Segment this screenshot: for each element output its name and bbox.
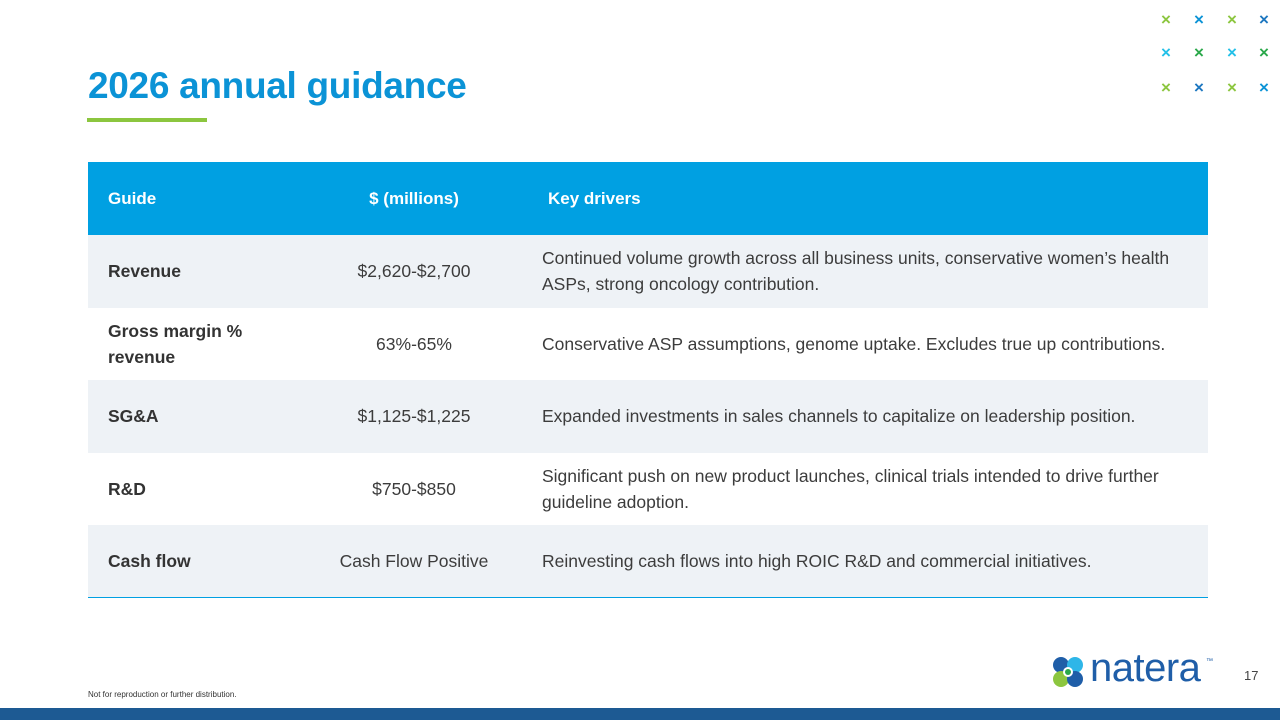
logo-wordmark: natera [1090,646,1201,690]
natera-logo [1048,646,1218,692]
table-row [88,453,1208,526]
row-guide: SG&A [108,406,159,427]
x-mark-icon: × [1161,78,1171,97]
row-guide: R&D [108,478,146,499]
row-value: $2,620-$2,700 [357,261,471,282]
x-mark-icon: × [1194,78,1204,97]
column-header-guide: Guide [108,188,157,208]
row-drivers: Continued volume growth across all business units, conservative women’s health ASPs, strong oncology contribution. [542,248,1170,295]
row-drivers: Reinvesting cash flows into high ROIC R&D and commercial initiatives. [542,551,1092,571]
row-value: $750-$850 [372,478,456,499]
guidance-table [88,162,1208,598]
column-header-value: $ (millions) [369,188,459,208]
page-title: 2026 annual guidance [88,65,467,106]
footer-bar [0,708,1280,720]
table-row [88,308,1208,381]
row-value: Cash Flow Positive [339,551,489,571]
natera-logo-icon [1050,654,1086,690]
row-drivers: Conservative ASP assumptions, genome uptake. Excludes true up contributions. [542,333,1166,354]
x-mark-icon: × [1194,10,1204,29]
x-mark-icon: × [1227,43,1237,62]
x-mark-icon: × [1194,43,1204,62]
row-value: $1,125-$1,225 [357,406,471,427]
row-drivers: Expanded investments in sales channels to capitalize on leadership position. [542,406,1136,427]
row-value: 63%-65% [376,333,452,354]
row-guide: Revenue [108,261,181,282]
decorative-x-pattern [1148,4,1280,104]
row-guide: Cash flow [108,551,191,571]
x-mark-icon: × [1259,43,1269,62]
footer-note: Not for reproduction or further distribution. [88,690,237,699]
title-underline [87,118,207,122]
logo-trademark: ™ [1206,658,1213,665]
page-number: 17 [1244,668,1259,683]
row-drivers: Significant push on new product launches, clinical trials intended to drive further guideline adoption. [542,465,1159,512]
table-header-row [88,162,1208,235]
x-mark-icon: × [1259,78,1269,97]
x-mark-icon: × [1227,78,1237,97]
row-guide: Gross margin % revenue [108,320,243,367]
table-row [88,525,1208,598]
table-row [88,380,1208,453]
x-mark-icon: × [1161,10,1171,29]
column-header-drivers: Key drivers [548,188,641,208]
x-mark-icon: × [1161,43,1171,62]
table-row [88,235,1208,308]
x-mark-icon: × [1227,10,1237,29]
x-mark-icon: × [1259,10,1269,29]
